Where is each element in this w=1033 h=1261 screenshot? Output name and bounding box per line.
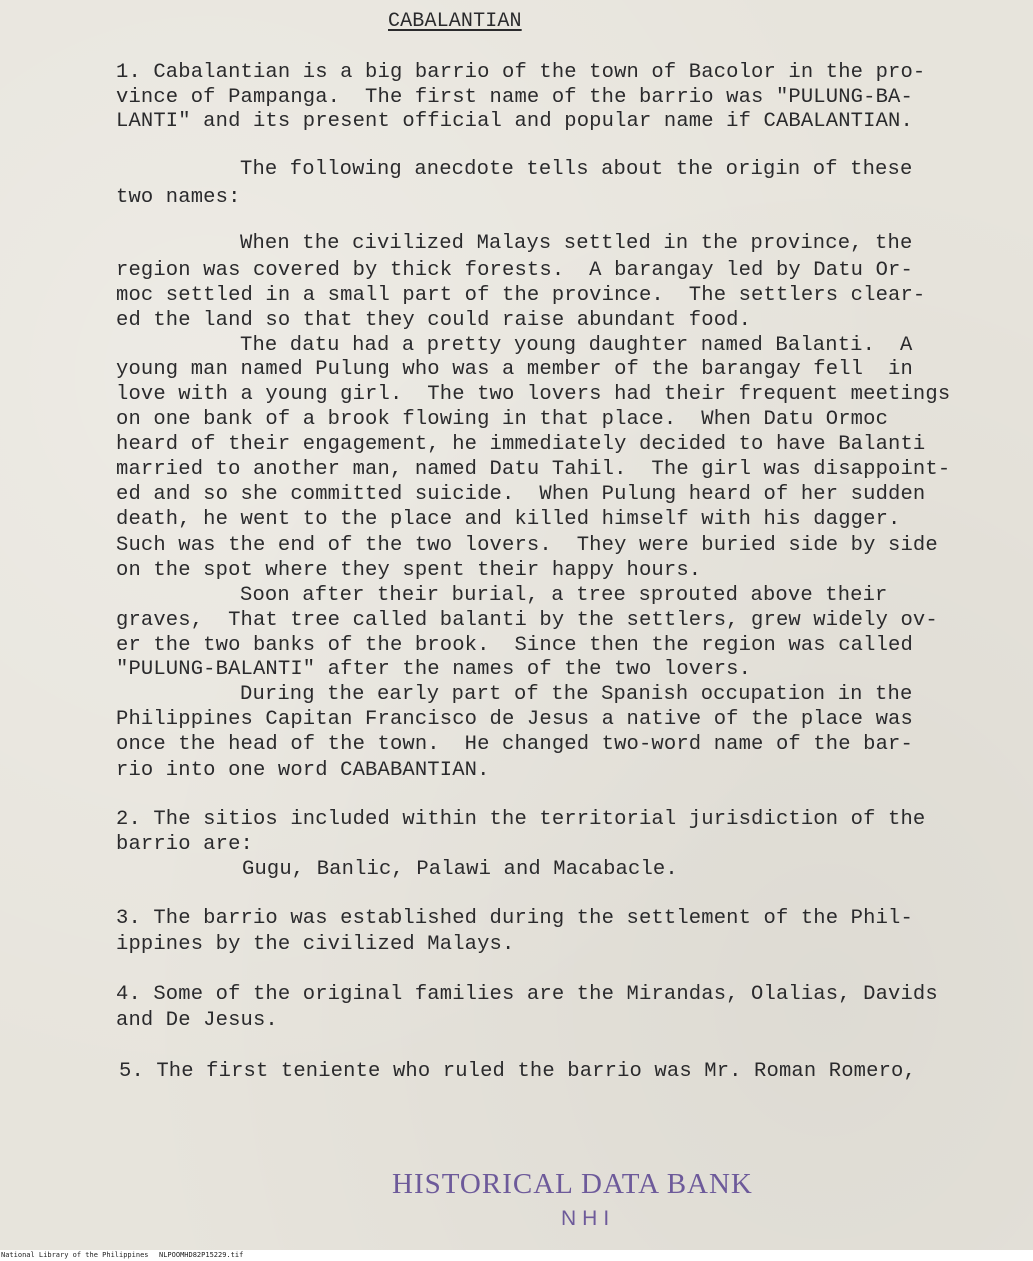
text-line: 4. Some of the original families are the Mirandas, Olalias, Davids	[116, 983, 938, 1006]
text-line: ippines by the civilized Malays.	[116, 933, 515, 956]
text-line: and De Jesus.	[116, 1009, 278, 1032]
text-line: er the two banks of the brook. Since then the region was called	[116, 634, 913, 657]
text-line: death, he went to the place and killed himself with his dagger.	[116, 508, 901, 531]
text-line: married to another man, named Datu Tahil. The girl was disappoint-	[116, 458, 951, 481]
archive-stamp-sub: NHI	[561, 1207, 616, 1230]
text-line: Gugu, Banlic, Palawi and Macabacle.	[242, 858, 678, 881]
text-line: love with a young girl. The two lovers had their frequent meetings	[116, 383, 951, 406]
text-line: ed the land so that they could raise abundant food.	[116, 309, 752, 332]
text-line: moc settled in a small part of the province. The settlers clear-	[116, 284, 926, 307]
text-line: LANTI" and its present official and popular name if CABALANTIAN.	[116, 110, 913, 133]
text-line: The following anecdote tells about the origin of these	[240, 158, 913, 181]
text-line: During the early part of the Spanish occupation in the	[240, 683, 913, 706]
text-line: When the civilized Malays settled in the province, the	[240, 232, 913, 255]
text-line: on one bank of a brook flowing in that place. When Datu Ormoc	[116, 408, 889, 431]
text-line: ed and so she committed suicide. When Pulung heard of her sudden	[116, 483, 926, 506]
text-line: heard of their engagement, he immediately decided to have Balanti	[116, 433, 926, 456]
text-line: graves, That tree called balanti by the settlers, grew widely ov-	[116, 609, 938, 632]
text-line: The datu had a pretty young daughter named Balanti. A	[240, 334, 913, 357]
footer-file-id: NLPOOMHD82P15229.tif	[159, 1251, 244, 1259]
text-line: rio into one word CABABANTIAN.	[116, 759, 490, 782]
text-line: Such was the end of the two lovers. They were buried side by side	[116, 534, 938, 557]
archive-stamp: HISTORICAL DATA BANK	[392, 1168, 753, 1200]
text-line: on the spot where they spent their happy hours.	[116, 559, 702, 582]
text-line: Soon after their burial, a tree sprouted above their	[240, 584, 888, 607]
text-line: vince of Pampanga. The first name of the barrio was "PULUNG-BA-	[116, 86, 913, 109]
text-line: 3. The barrio was established during the settlement of the Phil-	[116, 907, 913, 930]
text-line: once the head of the town. He changed two-word name of the bar-	[116, 733, 913, 756]
document-title: CABALANTIAN	[388, 10, 522, 33]
text-line: two names:	[116, 186, 241, 209]
text-line: barrio are:	[116, 833, 253, 856]
text-line: "PULUNG-BALANTI" after the names of the two lovers.	[116, 658, 752, 681]
footer-library: National Library of the Philippines	[1, 1251, 149, 1259]
text-line: young man named Pulung who was a member of the barangay fell in	[116, 358, 913, 381]
scan-footer	[0, 1250, 1033, 1261]
text-line: 2. The sitios included within the territorial jurisdiction of the	[116, 808, 926, 831]
text-line: Philippines Capitan Francisco de Jesus a native of the place was	[116, 708, 913, 731]
text-line: 5. The first teniente who ruled the barrio was Mr. Roman Romero,	[119, 1060, 916, 1083]
text-line: region was covered by thick forests. A barangay led by Datu Or-	[116, 259, 913, 282]
text-line: 1. Cabalantian is a big barrio of the town of Bacolor in the pro-	[116, 61, 926, 84]
